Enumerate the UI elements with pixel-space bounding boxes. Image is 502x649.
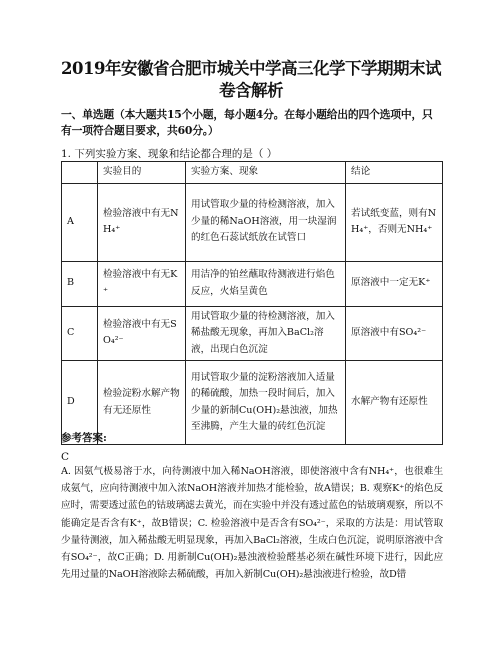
conclusion-cell: 原溶液中一定无K⁺ <box>346 261 443 306</box>
method-cell: 用试管取少量的待检测溶液，加入稀盐酸无现象，再加入BaCl₂溶液，出现白色沉淀 <box>186 306 346 361</box>
header-cell-option <box>62 162 98 184</box>
experiment-table <box>61 161 443 445</box>
table-row <box>62 261 443 306</box>
header-cell-method: 实验方案、现象 <box>186 162 346 184</box>
option-label: B <box>62 261 98 306</box>
section-heading: 一、单选题（本大题共15个小题，每小题4分。在每小题给出的四个选项中，只有一项符合题目要求，共60分。） <box>61 108 433 137</box>
option-label: C <box>62 306 98 361</box>
method-cell: 用试管取少量的待检测溶液，加入少量的稀NaOH溶液，用一块湿润的红色石蕊试纸放在试管口 <box>186 183 346 261</box>
table-header-row <box>62 162 443 184</box>
answer-choice: C <box>61 451 70 463</box>
conclusion-cell: 若试纸变蓝，则有NH₄⁺，否则无NH₄⁺ <box>346 183 443 261</box>
purpose-cell: 检验溶液中有无SO₄²⁻ <box>98 306 186 361</box>
header-cell-purpose: 实验目的 <box>98 162 186 184</box>
table-row <box>62 361 443 445</box>
title-line-2: 卷含解析 <box>219 81 283 100</box>
question-stem: 1. 下列实验方案、现象和结论都合理的是（ ） <box>61 148 278 160</box>
option-label: D <box>62 361 98 445</box>
option-label: A <box>62 183 98 261</box>
header-cell-conclusion: 结论 <box>346 162 443 184</box>
document-title <box>40 58 462 102</box>
purpose-cell: 检验溶液中有无K⁺ <box>98 261 186 306</box>
answer-explanation: A. 因氨气极易溶于水，向待测液中加入稀NaOH溶液，即使溶液中含有NH₄⁺，也很难生成氨气，应向待测液中加入浓NaOH溶液并加热才能检验，故A错误；B. 观察K⁺的焰色反应时，需要透过蓝色的钴玻璃滤去黄光，而在实验中并没有透过蓝色的钴玻璃观察，所以不能确定是否含有K⁺，故B错误；C. 检验溶液中是否含有SO₄²⁻，采取的方法是：用试管取少量待测液，加入稀盐酸无明显现象，再加入BaCl₂溶液，生成白色沉淀，说明原溶液中含有SO₄²⁻，故C正确；D. 用新制Cu(OH)₂悬浊液检验醛基必须在碱性环境下进行，因此应先用过量的NaOH溶液除去稀硫酸，再加入新制Cu(OH)₂悬浊液进行检验，故D错 <box>61 466 443 581</box>
table-row <box>62 183 443 261</box>
method-cell: 用试管取少量的淀粉溶液加入适量的稀硫酸，加热一段时间后，加入少量的新制Cu(OH)₂悬浊液，加热至沸腾，产生大量的砖红色沉淀 <box>186 361 346 445</box>
purpose-cell: 检验溶液中有无NH₄⁺ <box>98 183 186 261</box>
table-row <box>62 306 443 361</box>
answer-label: 参考答案: <box>61 432 107 444</box>
conclusion-cell: 水解产物有还原性 <box>346 361 443 445</box>
method-cell: 用洁净的铂丝蘸取待测液进行焰色反应，火焰呈黄色 <box>186 261 346 306</box>
purpose-cell: 检验淀粉水解产物有无还原性 <box>98 361 186 445</box>
title-line-1: 2019年安徽省合肥市城关中学高三化学下学期期末试 <box>61 59 441 78</box>
conclusion-cell: 原溶液中有SO₄²⁻ <box>346 306 443 361</box>
